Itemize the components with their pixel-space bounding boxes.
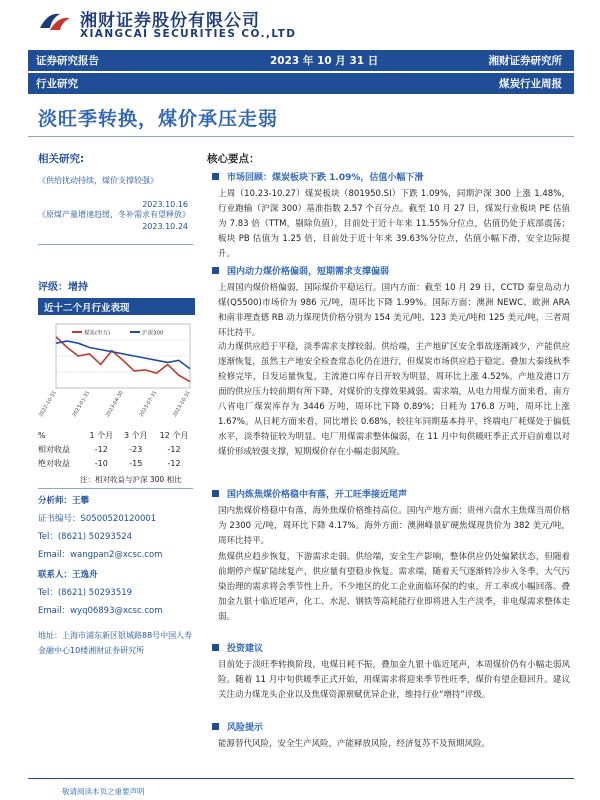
report-category-bar (28, 73, 574, 94)
industry-performance-chart (38, 318, 195, 426)
absolute-return-3m: -15 (129, 458, 143, 468)
table-row (38, 456, 195, 470)
square-bullet-icon (212, 490, 219, 497)
sidebar-divider (38, 488, 193, 489)
performance-note: 注：相对收益与沪深 300 相比 (80, 475, 182, 484)
coking-coal-price-paragraph: 国内焦煤价格稳中有落，海外焦煤价格维持高位。国内产地方面：贵州六盘水主焦煤当周价格为 2300 元/吨，周环比下降 4.17%。海外方面：澳洲峰景矿硬焦煤现货价为 382 美元/吨，周环比持平。 (218, 506, 570, 546)
thermal-coal-price-paragraph: 上周国内煤价格偏弱，国际煤价平稳运行。国内方面：截至 10 月 29 日，CCTD 秦皇岛动力煤(Q5500)市场价为 986 元/吨，周环比下降 1.99%。国际方面：澳洲 NEWC、欧洲 ARA 和南非理查德 RB 动力煤现货价格分别为 154 美元/吨、123 美元/吨和 125 美元/吨，三者周环比持平。 (218, 283, 570, 338)
report-type: 证券研究报告 (36, 55, 99, 67)
absolute-return-1m: -10 (94, 458, 108, 468)
performance-header-row (38, 428, 195, 442)
report-category: 行业研究 (36, 78, 78, 90)
company-name-en: XIANGCAI SECURITIES CO.,LTD (80, 28, 297, 40)
legend-label-0: 煤炭(申万) (84, 330, 111, 337)
core-points-title: 核心要点： (207, 153, 260, 165)
absolute-return-label: 绝对收益 (38, 458, 70, 468)
related-research-title-1[interactable]: 《供给扰动持续，煤价支撑较强》 (38, 176, 158, 185)
analyst-tel: Tel：(8621) 50293524 (38, 532, 133, 542)
chart-title: 近十二个月行业表现 (44, 303, 130, 314)
x-tick-label: 2023-01-31 (71, 390, 92, 419)
section-heading-text: 国内动力煤价格偏弱，短期需求支撑偏弱 (227, 267, 390, 277)
performance-header-corner: % (38, 430, 46, 440)
report-header (0, 0, 600, 96)
absolute-return-12m: -12 (167, 458, 181, 468)
section-heading-text: 国内炼焦煤价格稳中有落，开工旺季接近尾声 (227, 490, 408, 500)
analyst-cert: 证书编号：S0500520120001 (38, 514, 157, 524)
xiangcai-logo-icon (38, 8, 72, 34)
section-heading-investment-advice (212, 641, 263, 654)
relative-return-12m: -12 (167, 444, 181, 454)
coking-coal-supply-demand-paragraph: 焦煤供应趋步恢复，下游需求走弱。供给端，安全生产影响，整体供应仍处偏紧状态，但随着前期停产煤矿陆续复产，供应量有望稳步恢复。需求端，随着天气逐渐转冷步入冬季，大气污染治理的需求将会季节性上升，不少地区的化工企业面临环保的约束，开工率或小幅回落。叠加金九银十临近尾声，化工、水泥、钢铁等高耗能行业即将进入生产淡季，非电煤需求整体走弱。 (218, 552, 570, 622)
square-bullet-icon (212, 267, 219, 274)
risk-warning-paragraph: 能源替代风险，安全生产风险，产能释放风险，经济复苏不及预期风险。 (218, 739, 491, 749)
legend-label-1: 沪深300 (142, 330, 164, 337)
chart-title-bar (38, 298, 195, 315)
report-title: 淡旺季转换，煤价承压走弱 (38, 108, 279, 130)
analyst-info (38, 494, 198, 562)
contact-info (38, 568, 198, 618)
investment-advice-paragraph: 目前处于淡旺季转换阶段，电煤日耗不振，叠加金九银十临近尾声，本周煤价仍有小幅走弱风险。随着 11 月中旬供暖季正式开始，用煤需求将迎来季节性旺季，煤价有望企稳回升。建议关注动力煤龙头企业以及焦煤资源禀赋优异企业，维持行业“增持”评级。 (218, 660, 570, 700)
relative-return-3m: -23 (129, 444, 143, 454)
related-research-heading: 相关研究: (38, 153, 85, 165)
contact-tel: Tel：(8621) 50293519 (38, 588, 133, 598)
x-tick-label: 2022-10-31 (38, 390, 58, 419)
analyst-name: 分析师：王攀 (38, 496, 90, 506)
market-review-paragraph: 上周（10.23-10.27）煤炭板块（801950.SI）下跌 1.09%，同期沪深 300 上涨 1.48%，行业跑输（沪深 300）基准指数 2.57 个百分点。截至 10 月 27 日，煤炭行业板块 PE 估值为 7.83 倍（TTM，剔除负值），目前处于近十年来 11.55%分位点，估值仍处于底部震荡；板块 PB 估值为 1.25 倍，目前处于近十年来 39.63%分位点，估值小幅下滑，安全边际提升。 (218, 189, 570, 259)
footer-disclaimer[interactable]: 敬请阅读本页之重要声明 (62, 787, 145, 796)
section-heading-risk-warning (212, 720, 263, 733)
performance-header-1m: 1 个月 (89, 430, 114, 440)
x-tick-label: 2023-07-31 (138, 390, 159, 419)
section-heading-thermal-coal (212, 264, 389, 277)
section-heading-text: 风险提示 (227, 723, 264, 733)
performance-header-3m: 3 个月 (123, 430, 148, 440)
company-name-cn: 湘财证券股份有限公司 (80, 11, 260, 31)
thermal-coal-supply-demand-paragraph: 动力煤供应趋于平稳，淡季需求支撑较弱。供给端，主产地矿区安全事故逐渐减少，产能供应逐渐恢复，虽然主产地安全检查常态化仍在进行，但煤炭市场供应趋于稳定。叠加大秦线秋季检修完毕，日发运量恢复，主流港口库存日开较为明显，周环比上涨 4.52%。产地及港口方面的供应压力较前期有所下降，对煤价的支撑效果减弱。需求端，从电力用煤方面来看，南方八省电厂煤炭库存为 3446 万吨，周环比下降 0.89%；日耗为 176.8 万吨，周环比上涨 1.67%。从日耗方面来看，同比增长 0.68%，较往年同期基本持平，终端电厂耗煤处于偏低水平，淡季特征较为明显。电厂用煤需求整体偏弱，在 11 月中旬供暖旺季正式开启前难以对煤价形成较强支撑，短期煤价存在小幅走弱风险。 (218, 342, 570, 457)
section-heading-text: 投资建议 (227, 644, 264, 654)
related-research-date-2: 2023.10.24 (142, 222, 188, 231)
section-heading-text: 市场回顾：煤炭板块下跌 1.09%，估值小幅下滑 (227, 173, 424, 183)
performance-table (38, 428, 195, 470)
title-divider (28, 136, 574, 137)
report-series: 煤炭行业周报 (499, 78, 562, 90)
related-research-date-1: 2023.10.16 (142, 200, 188, 209)
section-heading-coking-coal (212, 487, 407, 500)
relative-return-label: 相对收益 (38, 444, 70, 454)
table-row (38, 442, 195, 456)
section-heading-market-review (212, 170, 423, 183)
related-research-title-2[interactable]: 《原煤产量增速趋缓，冬补需求有望释放》 (38, 210, 190, 219)
square-bullet-icon (212, 173, 219, 180)
square-bullet-icon (212, 723, 219, 730)
footer-divider (28, 778, 574, 779)
sidebar-divider (38, 244, 193, 245)
research-institute: 湘财证券研究所 (488, 55, 562, 67)
contact-name: 联系人：王逸舟 (38, 570, 98, 580)
x-tick-label: 2023-04-30 (105, 390, 125, 419)
square-bullet-icon (212, 644, 219, 651)
report-info-bar (28, 50, 574, 71)
x-tick-label: 2023-10-31 (172, 390, 192, 419)
address: 地址：上海市浦东新区银城路88号中国人寿金融中心10楼湘财证券研究所 (38, 631, 193, 655)
performance-header-12m: 12 个月 (159, 430, 189, 440)
contact-email[interactable]: Email：wyq06893@xcsc.com (38, 606, 163, 616)
analyst-email[interactable]: Email：wangpan2@xcsc.com (38, 550, 163, 560)
industry-rating: 评级：增持 (38, 282, 88, 293)
relative-return-1m: -12 (94, 444, 108, 454)
report-date: 2023 年 10 月 31 日 (270, 55, 379, 67)
